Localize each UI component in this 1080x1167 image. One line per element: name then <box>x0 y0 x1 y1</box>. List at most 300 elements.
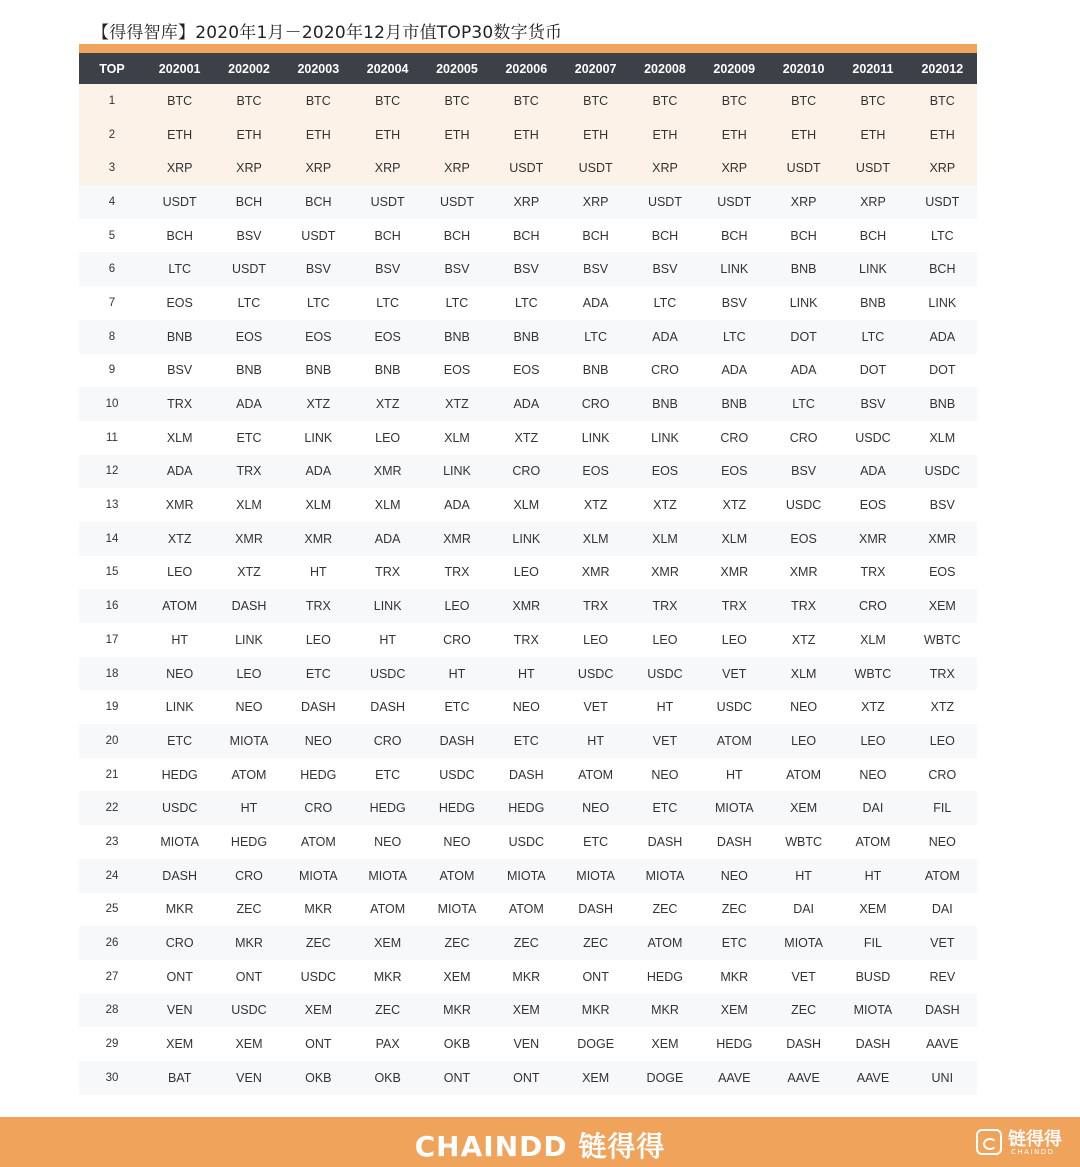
coin-symbol: USDT <box>145 185 214 219</box>
rank-number: 16 <box>79 589 145 623</box>
coin-symbol: LINK <box>145 690 214 724</box>
rank-number: 19 <box>79 690 145 724</box>
table-row <box>79 455 977 489</box>
coin-symbol: USDT <box>561 151 630 185</box>
coin-symbol: XLM <box>284 488 353 522</box>
rank-number: 14 <box>79 522 145 556</box>
coin-symbol: EOS <box>630 455 699 489</box>
coin-symbol: USDC <box>908 455 977 489</box>
rank-number: 12 <box>79 455 145 489</box>
coin-symbol: DOT <box>769 320 838 354</box>
coin-symbol: BTC <box>492 84 561 118</box>
coin-symbol: MIOTA <box>561 859 630 893</box>
coin-symbol: XEM <box>284 994 353 1028</box>
coin-symbol: XTZ <box>353 387 422 421</box>
coin-symbol: DASH <box>630 825 699 859</box>
coin-symbol: NEO <box>700 859 769 893</box>
coin-symbol: ZEC <box>630 893 699 927</box>
coin-symbol: EOS <box>700 455 769 489</box>
coin-symbol: LEO <box>353 421 422 455</box>
coin-symbol: HEDG <box>630 960 699 994</box>
coin-symbol: BTC <box>561 84 630 118</box>
coin-symbol: XTZ <box>838 690 907 724</box>
coin-symbol: USDT <box>838 151 907 185</box>
coin-symbol: LINK <box>214 623 283 657</box>
coin-symbol: CRO <box>769 421 838 455</box>
coin-symbol: BUSD <box>838 960 907 994</box>
coin-symbol: ETH <box>630 118 699 152</box>
coin-symbol: TRX <box>145 387 214 421</box>
coin-symbol: BNB <box>145 320 214 354</box>
table-row <box>79 387 977 421</box>
coin-symbol: ADA <box>353 522 422 556</box>
rank-number: 23 <box>79 825 145 859</box>
coin-symbol: BTC <box>284 84 353 118</box>
rank-number: 4 <box>79 185 145 219</box>
coin-symbol: HEDG <box>284 758 353 792</box>
coin-symbol: HEDG <box>492 791 561 825</box>
coin-symbol: ADA <box>630 320 699 354</box>
coin-symbol: XMR <box>284 522 353 556</box>
coin-symbol: ETC <box>284 657 353 691</box>
coin-symbol: BTC <box>769 84 838 118</box>
coin-symbol: ETC <box>630 791 699 825</box>
header-month: 202004 <box>353 53 422 84</box>
coin-symbol: DASH <box>422 724 491 758</box>
rank-number: 18 <box>79 657 145 691</box>
coin-symbol: CRO <box>630 354 699 388</box>
coin-symbol: VET <box>769 960 838 994</box>
coin-symbol: LINK <box>700 252 769 286</box>
header-month: 202007 <box>561 53 630 84</box>
footer-brand: CHAINDD 链得得 <box>414 1130 666 1163</box>
coin-symbol: ETC <box>561 825 630 859</box>
coin-symbol: XLM <box>561 522 630 556</box>
coin-symbol: XEM <box>561 1061 630 1095</box>
coin-symbol: BNB <box>422 320 491 354</box>
coin-symbol: LTC <box>561 320 630 354</box>
coin-symbol: BCH <box>492 219 561 253</box>
coin-symbol: BTC <box>353 84 422 118</box>
coin-symbol: BNB <box>561 354 630 388</box>
header-month: 202003 <box>284 53 353 84</box>
coin-symbol: MIOTA <box>838 994 907 1028</box>
coin-symbol: VET <box>700 657 769 691</box>
table-row <box>79 151 977 185</box>
table-row <box>79 488 977 522</box>
coin-symbol: XMR <box>561 556 630 590</box>
coin-symbol: LINK <box>422 455 491 489</box>
coin-symbol: HT <box>214 791 283 825</box>
coin-symbol: REV <box>908 960 977 994</box>
table-row <box>79 994 977 1028</box>
coin-symbol: XMR <box>908 522 977 556</box>
coin-symbol: LTC <box>353 286 422 320</box>
coin-symbol: LINK <box>353 589 422 623</box>
coin-symbol: FIL <box>908 791 977 825</box>
table-row <box>79 926 977 960</box>
coin-symbol: HEDG <box>700 1027 769 1061</box>
coin-symbol: ADA <box>700 354 769 388</box>
rank-number: 27 <box>79 960 145 994</box>
coin-symbol: USDC <box>561 657 630 691</box>
coin-symbol: USDT <box>769 151 838 185</box>
coin-symbol: DASH <box>492 758 561 792</box>
coin-symbol: XLM <box>908 421 977 455</box>
coin-symbol: TRX <box>353 556 422 590</box>
coin-symbol: NEO <box>422 825 491 859</box>
table-row <box>79 286 977 320</box>
table-row <box>79 758 977 792</box>
coin-symbol: LTC <box>145 252 214 286</box>
table-row <box>79 1027 977 1061</box>
coin-symbol: ONT <box>492 1061 561 1095</box>
coin-symbol: XLM <box>700 522 769 556</box>
coin-symbol: LEO <box>492 556 561 590</box>
logo-en-text: CHAINDD <box>1011 1148 1055 1156</box>
coin-symbol: OKB <box>284 1061 353 1095</box>
rank-number: 26 <box>79 926 145 960</box>
coin-symbol: DAI <box>908 893 977 927</box>
coin-symbol: ATOM <box>492 893 561 927</box>
coin-symbol: LINK <box>561 421 630 455</box>
coin-symbol: BCH <box>422 219 491 253</box>
coin-symbol: HT <box>700 758 769 792</box>
coin-symbol: DASH <box>561 893 630 927</box>
coin-symbol: MKR <box>145 893 214 927</box>
coin-symbol: BCH <box>214 185 283 219</box>
coin-symbol: ATOM <box>145 589 214 623</box>
header-top: TOP <box>79 53 145 84</box>
coin-symbol: AAVE <box>700 1061 769 1095</box>
coin-symbol: LTC <box>700 320 769 354</box>
coin-symbol: BSV <box>700 286 769 320</box>
coin-symbol: MIOTA <box>492 859 561 893</box>
coin-symbol: MKR <box>492 960 561 994</box>
coin-symbol: BSV <box>422 252 491 286</box>
coin-symbol: EOS <box>561 455 630 489</box>
coin-symbol: MKR <box>284 893 353 927</box>
coin-symbol: XRP <box>700 151 769 185</box>
coin-symbol: HT <box>145 623 214 657</box>
rank-number: 8 <box>79 320 145 354</box>
rank-number: 1 <box>79 84 145 118</box>
coin-symbol: VET <box>561 690 630 724</box>
rank-number: 7 <box>79 286 145 320</box>
coin-symbol: CRO <box>561 387 630 421</box>
table-row <box>79 657 977 691</box>
logo-cn-text: 链得得 <box>1008 1129 1062 1150</box>
coin-symbol: ATOM <box>630 926 699 960</box>
coin-symbol: ADA <box>561 286 630 320</box>
table-row <box>79 84 977 118</box>
header-month: 202011 <box>838 53 907 84</box>
coin-symbol: NEO <box>145 657 214 691</box>
coin-symbol: DOT <box>908 354 977 388</box>
coin-symbol: LTC <box>769 387 838 421</box>
coin-symbol: ATOM <box>769 758 838 792</box>
coin-symbol: OKB <box>353 1061 422 1095</box>
coin-symbol: VEN <box>214 1061 283 1095</box>
coin-symbol: ETH <box>492 118 561 152</box>
rank-number: 28 <box>79 994 145 1028</box>
coin-symbol: DASH <box>353 690 422 724</box>
coin-symbol: LINK <box>838 252 907 286</box>
coin-symbol: ETH <box>769 118 838 152</box>
table-row <box>79 859 977 893</box>
coin-symbol: BCH <box>145 219 214 253</box>
coin-symbol: ETH <box>908 118 977 152</box>
coin-symbol: USDT <box>353 185 422 219</box>
table-row <box>79 589 977 623</box>
coin-symbol: BSV <box>561 252 630 286</box>
table-row <box>79 960 977 994</box>
coin-symbol: HT <box>561 724 630 758</box>
title-accent-bar <box>79 44 977 53</box>
coin-symbol: TRX <box>838 556 907 590</box>
coin-symbol: XEM <box>422 960 491 994</box>
coin-symbol: LEO <box>561 623 630 657</box>
coin-symbol: ETC <box>700 926 769 960</box>
coin-symbol: MIOTA <box>422 893 491 927</box>
coin-symbol: USDT <box>492 151 561 185</box>
coin-symbol: LTC <box>492 286 561 320</box>
coin-symbol: HT <box>492 657 561 691</box>
coin-symbol: CRO <box>353 724 422 758</box>
coin-symbol: BTC <box>838 84 907 118</box>
coin-symbol: XTZ <box>908 690 977 724</box>
coin-symbol: USDC <box>422 758 491 792</box>
coin-symbol: BCH <box>700 219 769 253</box>
coin-symbol: NEO <box>838 758 907 792</box>
coin-symbol: ETH <box>284 118 353 152</box>
header-month: 202002 <box>214 53 283 84</box>
rank-number: 29 <box>79 1027 145 1061</box>
rank-number: 9 <box>79 354 145 388</box>
table-row <box>79 421 977 455</box>
coin-symbol: USDC <box>769 488 838 522</box>
coin-symbol: ETH <box>838 118 907 152</box>
coin-symbol: BCH <box>908 252 977 286</box>
coin-symbol: ONT <box>561 960 630 994</box>
coin-symbol: BNB <box>700 387 769 421</box>
coin-symbol: DAI <box>838 791 907 825</box>
coin-symbol: ETH <box>700 118 769 152</box>
coin-symbol: LTC <box>422 286 491 320</box>
coin-symbol: ADA <box>214 387 283 421</box>
coin-symbol: ZEC <box>769 994 838 1028</box>
table-header-row <box>79 53 977 84</box>
rank-number: 15 <box>79 556 145 590</box>
coin-symbol: LEO <box>769 724 838 758</box>
coin-symbol: LTC <box>908 219 977 253</box>
coin-symbol: DASH <box>908 994 977 1028</box>
coin-symbol: XMR <box>492 589 561 623</box>
coin-symbol: XTZ <box>214 556 283 590</box>
header-month: 202005 <box>422 53 491 84</box>
coin-symbol: BSV <box>492 252 561 286</box>
coin-symbol: ADA <box>145 455 214 489</box>
coin-symbol: XRP <box>284 151 353 185</box>
coin-symbol: NEO <box>908 825 977 859</box>
coin-symbol: LEO <box>700 623 769 657</box>
coin-symbol: ZEC <box>422 926 491 960</box>
coin-symbol: LINK <box>769 286 838 320</box>
coin-symbol: BSV <box>353 252 422 286</box>
coin-symbol: XEM <box>630 1027 699 1061</box>
coin-symbol: XLM <box>422 421 491 455</box>
rank-number: 11 <box>79 421 145 455</box>
table-row <box>79 185 977 219</box>
coin-symbol: BTC <box>214 84 283 118</box>
coin-symbol: ETC <box>353 758 422 792</box>
coin-symbol: USDC <box>353 657 422 691</box>
coin-symbol: CRO <box>284 791 353 825</box>
coin-symbol: HT <box>838 859 907 893</box>
coin-symbol: XRP <box>492 185 561 219</box>
coin-symbol: ADA <box>769 354 838 388</box>
coin-symbol: EOS <box>492 354 561 388</box>
rank-number: 13 <box>79 488 145 522</box>
coin-symbol: USDC <box>214 994 283 1028</box>
coin-symbol: BTC <box>700 84 769 118</box>
coin-symbol: XEM <box>214 1027 283 1061</box>
coin-symbol: HT <box>353 623 422 657</box>
coin-symbol: USDT <box>284 219 353 253</box>
coin-symbol: XRP <box>838 185 907 219</box>
coin-symbol: ATOM <box>422 859 491 893</box>
coin-symbol: LINK <box>630 421 699 455</box>
coin-symbol: BCH <box>838 219 907 253</box>
coin-symbol: BNB <box>769 252 838 286</box>
coin-symbol: MKR <box>353 960 422 994</box>
coin-symbol: MKR <box>561 994 630 1028</box>
coin-symbol: MIOTA <box>284 859 353 893</box>
coin-symbol: LTC <box>630 286 699 320</box>
header-month: 202010 <box>769 53 838 84</box>
coin-symbol: LEO <box>908 724 977 758</box>
coin-symbol: MKR <box>700 960 769 994</box>
coin-symbol: MKR <box>630 994 699 1028</box>
coin-symbol: ADA <box>422 488 491 522</box>
coin-symbol: VEN <box>492 1027 561 1061</box>
coin-symbol: DASH <box>145 859 214 893</box>
coin-symbol: VET <box>908 926 977 960</box>
coin-symbol: USDT <box>214 252 283 286</box>
coin-symbol: HT <box>284 556 353 590</box>
rank-number: 6 <box>79 252 145 286</box>
coin-symbol: DOGE <box>630 1061 699 1095</box>
coin-symbol: XMR <box>769 556 838 590</box>
coin-symbol: USDC <box>630 657 699 691</box>
table-body <box>79 84 977 1095</box>
coin-symbol: LEO <box>838 724 907 758</box>
coin-symbol: DAI <box>769 893 838 927</box>
coin-symbol: BTC <box>422 84 491 118</box>
coin-symbol: BCH <box>561 219 630 253</box>
coin-symbol: MIOTA <box>353 859 422 893</box>
coin-symbol: TRX <box>422 556 491 590</box>
coin-symbol: XMR <box>214 522 283 556</box>
coin-symbol: XRP <box>769 185 838 219</box>
coin-symbol: MKR <box>422 994 491 1028</box>
coin-symbol: CRO <box>422 623 491 657</box>
coin-symbol: XTZ <box>700 488 769 522</box>
coin-symbol: ATOM <box>561 758 630 792</box>
coin-symbol: CRO <box>492 455 561 489</box>
table-row <box>79 623 977 657</box>
coin-symbol: TRX <box>630 589 699 623</box>
coin-symbol: CRO <box>145 926 214 960</box>
table-row <box>79 690 977 724</box>
coin-symbol: BTC <box>145 84 214 118</box>
coin-symbol: USDT <box>700 185 769 219</box>
coin-symbol: HT <box>769 859 838 893</box>
coin-symbol: XTZ <box>769 623 838 657</box>
footer-logo <box>976 1125 1074 1159</box>
table-row <box>79 1061 977 1095</box>
page-title: 【得得智库】2020年1月－2020年12月市值TOP30数字货币 <box>92 23 563 43</box>
table-row <box>79 791 977 825</box>
coin-symbol: XTZ <box>630 488 699 522</box>
coin-symbol: OKB <box>422 1027 491 1061</box>
rank-number: 5 <box>79 219 145 253</box>
chaindd-logo-icon <box>976 1129 1002 1155</box>
coin-symbol: LEO <box>630 623 699 657</box>
coin-symbol: WBTC <box>838 657 907 691</box>
coin-symbol: BNB <box>284 354 353 388</box>
coin-symbol: ZEC <box>561 926 630 960</box>
coin-symbol: NEO <box>561 791 630 825</box>
coin-symbol: PAX <box>353 1027 422 1061</box>
coin-symbol: XRP <box>353 151 422 185</box>
coin-symbol: HEDG <box>353 791 422 825</box>
coin-symbol: XLM <box>492 488 561 522</box>
coin-symbol: EOS <box>284 320 353 354</box>
coin-symbol: BCH <box>630 219 699 253</box>
coin-symbol: ETH <box>145 118 214 152</box>
coin-symbol: ONT <box>284 1027 353 1061</box>
rank-number: 25 <box>79 893 145 927</box>
coin-symbol: XEM <box>145 1027 214 1061</box>
coin-symbol: ETC <box>214 421 283 455</box>
coin-symbol: USDC <box>700 690 769 724</box>
coin-symbol: EOS <box>838 488 907 522</box>
coin-symbol: MKR <box>214 926 283 960</box>
coin-symbol: ETH <box>561 118 630 152</box>
rank-number: 10 <box>79 387 145 421</box>
coin-symbol: XMR <box>700 556 769 590</box>
rank-number: 30 <box>79 1061 145 1095</box>
table-row <box>79 320 977 354</box>
coin-symbol: LINK <box>908 286 977 320</box>
coin-symbol: HEDG <box>214 825 283 859</box>
coin-symbol: TRX <box>561 589 630 623</box>
coin-symbol: BNB <box>908 387 977 421</box>
coin-symbol: ETC <box>145 724 214 758</box>
coin-symbol: DASH <box>214 589 283 623</box>
coin-symbol: TRX <box>700 589 769 623</box>
coin-symbol: NEO <box>630 758 699 792</box>
coin-symbol: AAVE <box>908 1027 977 1061</box>
table-row <box>79 118 977 152</box>
coin-symbol: NEO <box>492 690 561 724</box>
coin-symbol: EOS <box>214 320 283 354</box>
coin-symbol: TRX <box>284 589 353 623</box>
header-month: 202009 <box>700 53 769 84</box>
coin-symbol: DOGE <box>561 1027 630 1061</box>
coin-symbol: XTZ <box>492 421 561 455</box>
